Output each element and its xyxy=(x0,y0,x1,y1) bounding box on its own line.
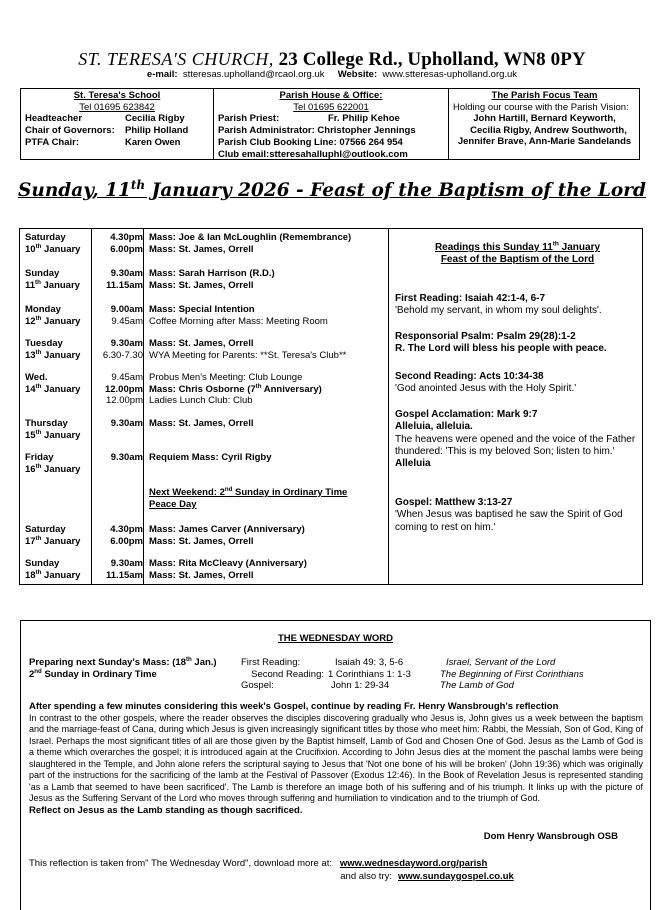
schedule-day xyxy=(25,338,91,361)
day-date: 11th January xyxy=(25,278,80,291)
office-tel: Tel 01695 622001 xyxy=(293,101,369,113)
acclamation-alleluia: Alleluia, alleluia. xyxy=(395,421,473,433)
reading-labels xyxy=(234,657,324,692)
event-description: Mass: Special Intention xyxy=(149,304,255,315)
day-date: 16th January xyxy=(25,462,81,475)
psalm-response: R. The Lord will bless his people with peace. xyxy=(395,343,607,355)
day-date: 15th January xyxy=(25,428,81,441)
role-label: Headteacher xyxy=(25,113,83,124)
event-time: 11.15am xyxy=(106,279,143,291)
feast-heading-sup: th xyxy=(130,177,146,192)
reading-refs xyxy=(328,657,438,692)
contact-line xyxy=(0,69,664,80)
next-weekend-subtitle: Peace Day xyxy=(149,498,197,510)
first-reading-title: First Reading: Isaiah 42:1-4, 6-7 xyxy=(395,293,546,304)
church-address: 23 College Rd., Upholland, WN8 0PY xyxy=(273,49,586,70)
readings-heading-feast: Feast of the Baptism of the Lord xyxy=(440,254,595,266)
wednesday-word-title: THE WEDNESDAY WORD xyxy=(277,633,394,644)
event-description: Mass: St. James, Orrell xyxy=(149,418,254,429)
info-box xyxy=(20,88,640,160)
focus-intro: Holding our course with the Parish Vision: xyxy=(453,101,629,113)
schedule-events xyxy=(149,558,389,581)
school-panel xyxy=(21,89,214,159)
acclamation-closing: Alleluia xyxy=(395,458,431,470)
schedule-day xyxy=(25,452,91,475)
schedule-day xyxy=(25,418,91,441)
event-description: Mass: Sarah Harrison (R.D.) xyxy=(149,268,275,279)
role-name: Philip Holland xyxy=(125,124,189,136)
wednesday-word-box xyxy=(20,620,651,910)
event-description: Mass: St. James, Orrell xyxy=(149,243,254,255)
schedule-events xyxy=(149,268,389,291)
office-row xyxy=(218,149,444,161)
event-description: Mass: St. James, Orrell xyxy=(149,569,254,581)
schedule-times xyxy=(92,418,143,430)
church-name: ST. TERESA'S CHURCH, xyxy=(78,49,274,69)
schedule-events xyxy=(149,372,389,407)
readings-heading-sup: th xyxy=(552,240,559,248)
role-name: Fr. Philip Kehoe xyxy=(328,113,400,124)
reflection xyxy=(29,701,643,816)
reading-ref: Isaiah 49: 3, 5-6 xyxy=(335,657,404,668)
reading-ref: John 1: 29-34 xyxy=(331,680,390,691)
readings-heading-text: Readings this Sunday 11 xyxy=(434,242,553,253)
feast-heading xyxy=(0,177,664,201)
second-reading-text: 'God anointed Jesus with the Holy Spirit.' xyxy=(395,383,577,395)
event-description: Mass: Chris Osborne (7th Anniversary) xyxy=(149,382,322,395)
event-description: Mass: St. James, Orrell xyxy=(149,338,254,349)
schedule-times xyxy=(92,268,143,291)
email-link[interactable]: stteresas.upholland@rcaol.org.uk xyxy=(182,69,325,80)
schedule-day xyxy=(25,268,91,291)
event-time: 4.30pm xyxy=(110,524,143,535)
focus-members: Cecilia Rigby, Andrew Southworth, xyxy=(470,124,627,136)
schedule-day xyxy=(25,232,91,255)
day-date: 14th January xyxy=(25,382,81,395)
day-date: 13th January xyxy=(25,348,81,361)
day-name: Friday xyxy=(25,452,54,463)
second-reading xyxy=(395,371,640,396)
prep-sunday: 2nd Sunday in Ordinary Time xyxy=(29,667,157,680)
gospel-text: 'When Jesus was baptised he saw the Spirit of God coming to rest on him.' xyxy=(395,509,623,533)
reflection-heading: After spending a few minutes considering this week's Gospel, continue by reading Fr. Henry Wansbrough's reflection xyxy=(29,701,559,712)
event-time: 6.00pm xyxy=(110,243,143,255)
reading-label: Gospel: xyxy=(241,680,274,691)
school-title: St. Teresa's School xyxy=(73,90,161,101)
event-description: Ladies Lunch Club: Club xyxy=(149,395,253,406)
reading-label: Second Reading: xyxy=(251,668,324,680)
day-name: Monday xyxy=(25,304,61,315)
reading-theme: The Lamb of God xyxy=(440,680,514,691)
prep-line: Preparing next Sunday's Mass: (18th Jan.) xyxy=(29,655,217,668)
day-date: 17th January xyxy=(25,534,81,547)
role-label: Club email: xyxy=(218,148,270,160)
reflection-closing: Reflect on Jesus as the Lamb standing as though sacrificed. xyxy=(29,804,303,816)
schedule-events xyxy=(149,232,389,255)
website-link[interactable]: www.stteresas-upholland.org.uk xyxy=(382,69,518,80)
reading-themes xyxy=(440,657,640,692)
psalm-title: Responsorial Psalm: Psalm 29(28):1-2 xyxy=(395,331,576,342)
schedule-events xyxy=(149,338,389,361)
day-date: 10th January xyxy=(25,242,81,255)
next-weekend-title: Next Weekend: 2nd Sunday in Ordinary Time xyxy=(149,485,348,498)
event-description: Coffee Morning after Mass: Meeting Room xyxy=(149,315,328,327)
event-description: Mass: St. James, Orrell xyxy=(149,279,254,291)
gospel-title: Gospel: Matthew 3:13-27 xyxy=(395,497,513,508)
school-row xyxy=(25,113,209,125)
event-time: 9.30am xyxy=(110,452,143,463)
church-title xyxy=(0,49,664,71)
event-description: Probus Men's Meeting: Club Lounge xyxy=(149,372,303,383)
event-description: Mass: St. James, Orrell xyxy=(149,535,254,547)
psalm xyxy=(395,331,640,356)
sunday-gospel-link[interactable]: www.sundaygospel.co.uk xyxy=(398,870,514,882)
event-description: Mass: Joe & Ian McLoughlin (Remembrance) xyxy=(149,232,352,243)
next-sunday-prep xyxy=(29,657,239,680)
event-time: 9.30am xyxy=(110,558,143,569)
day-name: Thursday xyxy=(25,418,68,429)
office-row xyxy=(218,137,444,149)
first-reading xyxy=(395,293,640,318)
event-time: 11.15am xyxy=(106,569,143,581)
feast-heading-date: Sunday, 11 xyxy=(18,180,131,201)
reading-ref: 1 Corinthians 1: 1-3 xyxy=(328,668,411,680)
event-time: 9.30am xyxy=(110,268,143,279)
office-panel xyxy=(214,89,449,159)
readings-panel xyxy=(389,229,642,584)
schedule-times xyxy=(92,524,143,547)
schedule-times xyxy=(92,338,143,361)
event-time: 9.30am xyxy=(110,418,143,429)
acclamation-title: Gospel Acclamation: Mark 9:7 xyxy=(395,409,538,420)
event-description: Mass: James Carver (Anniversary) xyxy=(149,524,305,535)
schedule-times xyxy=(92,558,143,581)
event-time: 12.00pm xyxy=(106,395,143,406)
role-label: Chair of Governors: xyxy=(25,124,115,136)
source-text: This reflection is taken from" The Wednesday Word", download more at: xyxy=(29,858,332,869)
schedule-events xyxy=(149,452,389,464)
event-time: 9.45am xyxy=(111,372,143,383)
gospel-acclamation xyxy=(395,409,640,470)
reflection-author: Dom Henry Wansbrough OSB xyxy=(483,831,618,842)
event-time: 6.00pm xyxy=(110,535,143,547)
day-name: Sunday xyxy=(25,268,60,279)
also-text: and also try: xyxy=(340,870,392,882)
schedule-times xyxy=(92,452,143,464)
wednesday-word-link[interactable]: www.wednesdayword.org/parish xyxy=(339,858,488,869)
schedule-times xyxy=(92,372,143,407)
role-name: 07566 264 954 xyxy=(339,137,403,148)
focus-members: John Hartill, Bernard Keyworth, xyxy=(473,113,616,124)
readings-heading xyxy=(395,242,640,267)
gospel-reading xyxy=(395,497,640,534)
schedule-events xyxy=(149,418,389,430)
mass-schedule xyxy=(19,228,643,585)
day-name: Wed. xyxy=(25,372,48,383)
event-time: 9.45am xyxy=(111,315,143,327)
event-time: 9.00am xyxy=(110,304,143,315)
event-time: 6.30-7.30 xyxy=(102,349,143,361)
reading-label: First Reading: xyxy=(241,657,301,668)
role-name: Karen Owen xyxy=(125,137,181,148)
school-row xyxy=(25,137,209,149)
schedule-day xyxy=(25,558,91,581)
column-divider xyxy=(143,229,144,584)
focus-title: The Parish Focus Team xyxy=(491,90,598,101)
day-date: 12th January xyxy=(25,314,81,327)
event-description: Requiem Mass: Cyril Rigby xyxy=(149,452,272,463)
schedule-day xyxy=(25,372,91,395)
club-email-link[interactable]: stteresahalluphl@outlook.com xyxy=(269,148,408,160)
acclamation-text: The heavens were opened and the voice of the Father thundered: 'This is my beloved Son; listen to him.' xyxy=(395,433,636,457)
readings-heading-month: January xyxy=(558,242,601,253)
email-label: e-mail: xyxy=(146,69,178,80)
website-label: Website: xyxy=(337,69,378,80)
role-label: Parish Club Booking Line: xyxy=(218,137,337,148)
office-title: Parish House & Office: xyxy=(279,90,383,101)
day-date: 18th January xyxy=(25,568,81,581)
reflection-source xyxy=(29,858,589,883)
event-description: Mass: Rita McCleavy (Anniversary) xyxy=(149,558,307,569)
role-label: Parish Administrator: xyxy=(218,124,315,136)
role-name: Christopher Jennings xyxy=(317,124,416,136)
day-name: Saturday xyxy=(25,524,66,535)
office-row xyxy=(218,113,444,125)
event-time: 4.30pm xyxy=(110,232,143,243)
office-row xyxy=(218,125,444,137)
event-time: 9.30am xyxy=(110,338,143,349)
day-name: Tuesday xyxy=(25,338,63,349)
event-time: 12.00pm xyxy=(104,383,143,395)
schedule-events xyxy=(149,304,389,327)
role-label: PTFA Chair: xyxy=(25,137,80,148)
feast-heading-title: January 2026 - Feast of the Baptism of the Lord xyxy=(145,180,646,201)
first-reading-text: 'Behold my servant, in whom my soul delights'. xyxy=(395,305,602,317)
role-label: Parish Priest: xyxy=(218,113,280,124)
reflection-body: In contrast to the other gospels, where the reader observes the disciples discovering gradually who Jesus is, John gives us a week between the baptism and the marriage-feast of Cana, during which Jesus is given increasingly significant titles by those who meet him: Rabbi, the Messiah, Son of God, King of Israel. Perhaps the most significant titles of all are those given by the Baptist himself, Lamb of God and Chosen One of God. Jesus as the Lamb of God is a theme which overarches the gospel; it is introduced again at the Crucifixion. According to John Jesus dies at the moment the paschal lambs were being slaughtered in the Temple, and John alone refers the scriptural saying to Jesus that 'Not one bone of his will be broken' (John 19:36) which was originally part of the instructions for the sacrificing of the lamb at the Festival of Passover (Exodus 12:46). In the Book of Revelation Jesus is represented standing 'as a Lamb that seemed to have been sacrificed'. The Lamb is therefore an image both of his suffering and of his triumph. It links up with the picture of Jesus as the Suffering Servant of the Lord who moves through suffering and humiliation to vindication and to the triumph of God. xyxy=(29,712,643,803)
day-name: Saturday xyxy=(25,232,66,243)
event-description: WYA Meeting for Parents: **St. Teresa's Club** xyxy=(149,349,347,361)
second-reading-title: Second Reading: Acts 10:34-38 xyxy=(395,371,544,382)
schedule-day xyxy=(25,304,91,327)
reading-theme: Israel, Servant of the Lord xyxy=(446,657,556,668)
schedule-events xyxy=(149,524,389,547)
reading-theme: The Beginning of First Corinthians xyxy=(440,668,584,680)
schedule-times xyxy=(92,232,143,255)
day-name: Sunday xyxy=(25,558,60,569)
next-weekend-heading xyxy=(149,487,389,510)
school-tel: Tel 01695 623842 xyxy=(79,101,155,113)
schedule-day xyxy=(25,524,91,547)
role-name: Cecilia Rigby xyxy=(125,113,185,124)
schedule-times xyxy=(92,304,143,327)
focus-team-panel xyxy=(449,89,640,159)
focus-members: Jennifer Brave, Ann-Marie Sandelands xyxy=(457,136,632,147)
school-row xyxy=(25,125,209,137)
